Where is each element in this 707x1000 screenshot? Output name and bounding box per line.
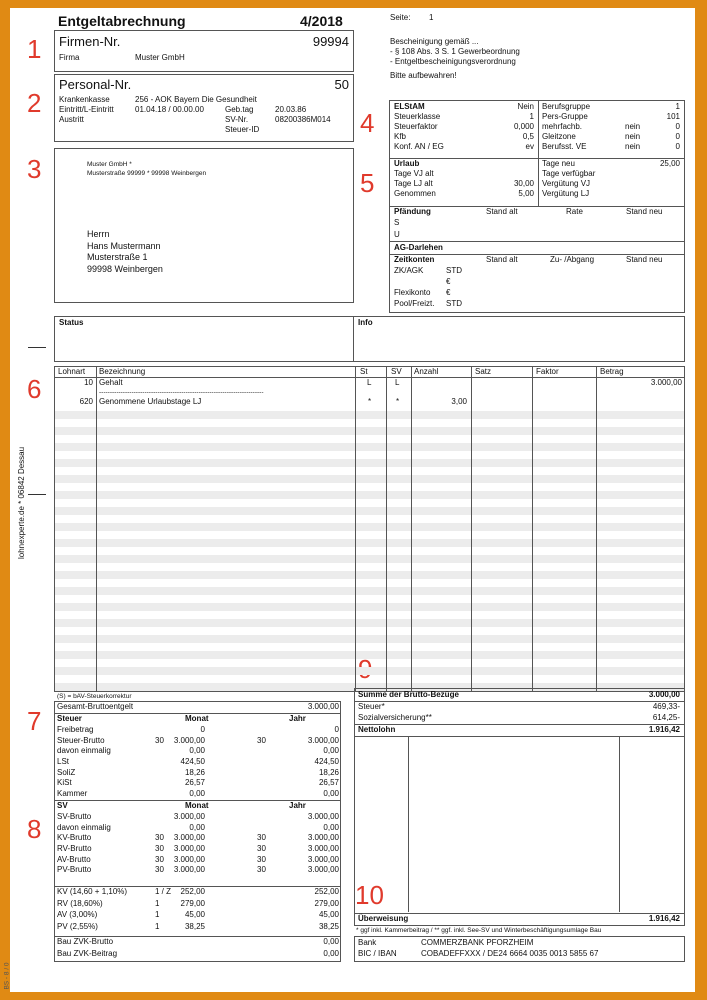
- fold-mark-middle: [28, 494, 46, 495]
- company-number: 99994: [312, 34, 349, 49]
- table-stripe: [55, 571, 684, 579]
- table-stripe: [55, 523, 684, 531]
- form-code: BS - 8 / 0: [3, 962, 11, 990]
- social-total: 614,25-: [652, 713, 680, 722]
- side-imprint: lohnexperte.de * 06842 Dessau: [17, 446, 26, 559]
- table-row: SoliZ 18,26 18,26: [57, 767, 339, 777]
- marker-6: 6: [27, 374, 42, 404]
- col-line: [596, 367, 597, 691]
- marker-7: 7: [27, 706, 42, 736]
- separator-dashes: ----------------------------------------------------------------------------: [99, 389, 264, 396]
- table-row: Steuer-Brutto 30 3.000,00 30 3.000,00: [57, 735, 339, 745]
- table-stripe: [55, 667, 684, 675]
- entry-label: Eintritt/L-Eintritt: [59, 105, 114, 114]
- table-row: 620 Genommene Urlaubstage LJ * * 3,00: [79, 397, 467, 406]
- table-stripe: [55, 475, 684, 483]
- summary-footnote: * ggf inkl. Kammerbeitrag / ** ggf. inkl. See-SV und Winterbeschäftigungsumlage Bau: [356, 927, 602, 934]
- table-stripe: [55, 587, 684, 595]
- status-divider: [353, 317, 354, 361]
- tax-total: 469,33-: [652, 702, 680, 711]
- elstam-right: Berufsgruppe 1 Pers-Gruppe 101 mehrfachb. nein 0 Gleitzone nein 0 Berufsst. VE nein 0: [542, 102, 680, 151]
- divider-line: [355, 736, 684, 737]
- table-row: Bau ZVK-Brutto 0,00: [57, 937, 339, 946]
- table-row: AV-Brutto 30 3.000,00 30 3.000,00: [57, 854, 339, 864]
- status-info-box: [54, 316, 685, 362]
- col-line: [386, 367, 387, 691]
- table-row: SV-Brutto 3.000,00 3.000,00: [57, 812, 339, 821]
- fold-mark-top: [28, 347, 46, 348]
- table-stripe: [55, 443, 684, 451]
- table-stripe: [55, 651, 684, 659]
- birth-value: 20.03.86: [275, 105, 307, 114]
- bank-name: COMMERZBANK PFORZHEIM: [421, 938, 534, 947]
- marker-1: 1: [27, 34, 42, 64]
- table-stripe: [55, 459, 684, 467]
- gross-row: Gesamt-Bruttoentgelt 3.000,00: [57, 702, 339, 711]
- summary-divider: [619, 736, 620, 912]
- contribution-rows: [57, 887, 339, 933]
- summary-title: Summe der Brutto-Bezüge: [358, 690, 459, 699]
- table-stripe: [55, 555, 684, 563]
- table-row: RV (18,60%) 1 279,00 279,00: [57, 898, 339, 908]
- payslip-sheet: [3, 8, 695, 992]
- urlaub-divider: [538, 158, 539, 206]
- bank-label: Bank: [358, 938, 377, 947]
- birth-label: Geb.tag: [225, 105, 254, 114]
- marker-2: 2: [27, 88, 42, 118]
- tax-section: Steuer Monat Jahr Freibetrag 0 0 Steuer-Brutto 30 3.000,00 30 3.000,00 davon einmalig 0,00 0,00 LSt 424,50 424,50 SoliZ 18,26 18,26 KiSt 26,57 26,57 Kammer 0,00 0,00: [57, 714, 339, 799]
- personal-box: [54, 74, 354, 142]
- col-line: [411, 367, 412, 691]
- table-stripe: [55, 491, 684, 499]
- bau-rows: [57, 937, 339, 961]
- table-row: KV-Brutto 30 3.000,00 30 3.000,00: [57, 833, 339, 843]
- col-line: [532, 367, 533, 691]
- marker-8: 8: [27, 814, 42, 844]
- darlehen-title: AG-Darlehen: [394, 243, 443, 252]
- table-row: PV (2,55%) 1 38,25 38,25: [57, 921, 339, 931]
- status-label: Status: [59, 318, 84, 327]
- elstam-box: [389, 100, 685, 313]
- divider-line: [355, 724, 684, 725]
- social-label: Sozialversicherung**: [358, 713, 432, 722]
- table-row: PV-Brutto 30 3.000,00 30 3.000,00: [57, 865, 339, 875]
- table-row: davon einmalig 0,00 0,00: [57, 822, 339, 832]
- sv-section: SV Monat Jahr SV-Brutto 3.000,00 3.000,00 davon einmalig 0,00 0,00 KV-Brutto 30 3.000,00 30 3.000,00 RV-Brutto 30 3.000,00 30 3.000,00 AV-Brutto 30 3.000,00 30 3.000,00 PV-Brutto 30 3.000,00 30 3.000,00: [57, 801, 339, 875]
- summary-box: [354, 688, 685, 926]
- page-number: 1: [429, 13, 434, 22]
- info-label: Info: [358, 318, 373, 327]
- iban-label: BIC / IBAN: [358, 949, 397, 958]
- exit-label: Austritt: [59, 115, 84, 124]
- col-line: [355, 367, 356, 691]
- table-row: davon einmalig 0,00 0,00: [57, 746, 339, 756]
- table-row: Bau ZVK-Beitrag 0,00: [57, 949, 339, 958]
- zeitkonten-section: Zeitkonten Stand alt Zu- /Abgang Stand neu ZK/AGK STD € Flexikonto € Pool/Freizt. STD: [394, 255, 663, 308]
- marker-4: 4: [360, 108, 375, 138]
- iban-value: COBADEFFXXX / DE24 6664 0035 0013 5855 67: [421, 949, 599, 958]
- table-stripe: [55, 539, 684, 547]
- period: 4/2018: [300, 13, 343, 29]
- address-box: [54, 148, 354, 303]
- tax-label: Steuer*: [358, 702, 385, 711]
- table-stripe: [55, 635, 684, 643]
- page-label: Seite:: [390, 13, 411, 22]
- sender-address: Musterstraße 99999 * 99998 Weinbergen: [87, 170, 207, 177]
- elstam-left: ELStAM Nein Steuerklasse 1 Steuerfaktor 0,000 Kfb 0,5 Konf. AN / EG ev: [394, 102, 534, 151]
- firm-name: Muster GmbH: [135, 53, 185, 62]
- transfer-label: Überweisung: [358, 914, 409, 923]
- table-row: Kammer 0,00 0,00: [57, 789, 339, 799]
- table-row: Freibetrag 0 0: [57, 725, 339, 734]
- certificate-text: Bescheinigung gemäß ... - § 108 Abs. 3 S. 1 Gewerbeordnung - Entgeltbescheinigungsverordnung Bitte aufbewahren!: [390, 37, 520, 80]
- bav-footnote: (S) = bAV-Steuerkorrektur: [57, 693, 132, 700]
- marker-3: 3: [27, 154, 42, 184]
- taxid-label: Steuer-ID: [225, 125, 260, 134]
- tax-sv-box: [54, 701, 341, 962]
- table-stripe: [55, 427, 684, 435]
- table-stripe: [55, 603, 684, 611]
- table-row: RV-Brutto 30 3.000,00 30 3.000,00: [57, 844, 339, 854]
- personal-number: 50: [334, 77, 349, 92]
- divider-line: [390, 241, 684, 242]
- transfer-total: 1.916,42: [648, 914, 680, 923]
- summary-gross: 3.000,00: [648, 690, 680, 699]
- table-row: KV (14,60 + 1,10%) 1 / Z 252,00 252,00: [57, 887, 339, 896]
- company-label: Firmen-Nr.: [59, 34, 121, 49]
- col-line: [96, 367, 97, 691]
- bank-box: [354, 936, 685, 962]
- table-row: LSt 424,50 424,50: [57, 757, 339, 767]
- sender-name: Muster GmbH *: [87, 161, 132, 168]
- marker-10: 10: [355, 880, 384, 910]
- sv-number-label: SV-Nr.: [225, 115, 249, 124]
- pfaendung-section: Pfändung Stand alt Rate Stand neu S U: [394, 207, 663, 239]
- divider-line: [355, 701, 684, 702]
- sv-number-value: 08200386M014: [275, 115, 331, 124]
- wage-items-table: [54, 366, 685, 692]
- table-stripe: [55, 411, 684, 419]
- elstam-divider: [538, 101, 539, 158]
- table-row: AV (3,00%) 1 45,00 45,00: [57, 910, 339, 919]
- table-stripes: [55, 367, 684, 691]
- table-row: 10 Gehalt L L 3.000,00: [84, 378, 682, 387]
- marker-5: 5: [360, 168, 375, 198]
- urlaub-right: Tage neu 25,00 Tage verfügbar Vergütung VJ Vergütung LJ: [542, 159, 680, 198]
- table-stripe: [55, 507, 684, 515]
- entry-value: 01.04.18 / 00.00.00: [135, 105, 204, 114]
- table-row: KiSt 26,57 26,57: [57, 778, 339, 788]
- insurance-value: 256 - AOK Bayern Die Gesundheit: [135, 95, 257, 104]
- firm-label: Firma: [59, 53, 80, 62]
- company-box: [54, 30, 354, 72]
- urlaub-left: Urlaub Tage VJ alt Tage LJ alt 30,00 Genommen 5,00: [394, 159, 534, 198]
- insurance-label: Krankenkasse: [59, 95, 110, 104]
- col-line: [471, 367, 472, 691]
- table-header: Lohnart Bezeichnung St SV Anzahl Satz Faktor Betrag: [58, 367, 624, 376]
- net-total: 1.916,42: [648, 725, 680, 734]
- personal-label: Personal-Nr.: [59, 77, 132, 92]
- recipient-address: Herrn Hans Mustermann Musterstraße 1 99998 Weinbergen: [87, 229, 163, 274]
- net-label: Nettolohn: [358, 725, 396, 734]
- table-stripe: [55, 619, 684, 627]
- document-title: Entgeltabrechnung: [58, 13, 186, 29]
- summary-divider: [408, 736, 409, 912]
